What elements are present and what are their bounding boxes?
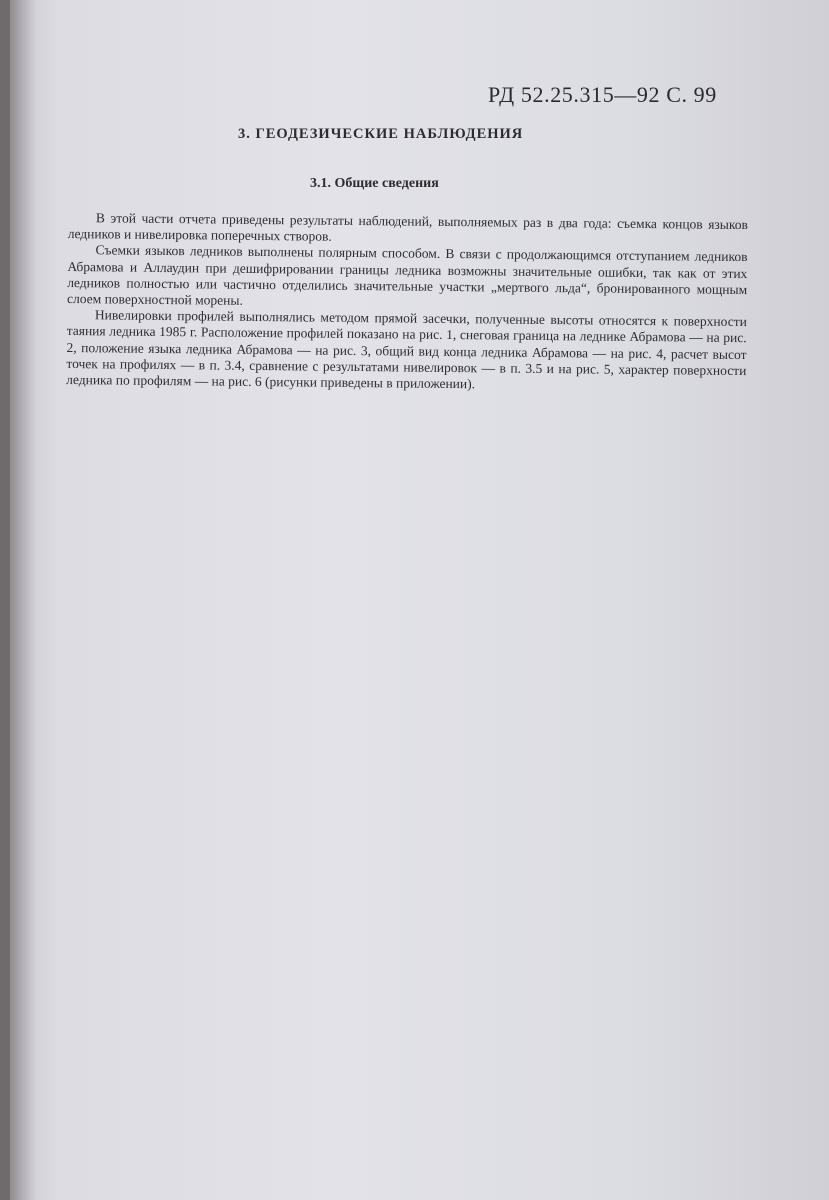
book-spine-shadow bbox=[10, 0, 36, 1200]
paragraph-surveys: Съемки языков ледников выполнены полярным способом. В связи с продолжающимся отступанием ледников Абрамова и Аллаудин при дешифрировании границы ледника возможны значительные ошибки, так как от этих ледников полностью или частично отделились значительные участки „мертвого льда“, бронированного мощным слоем поверхностной морены. bbox=[66, 242, 748, 308]
document-code-header: РД 52.25.315—92 С. 99 bbox=[488, 82, 717, 107]
document-page bbox=[10, 0, 829, 1200]
paragraph-intro: В этой части отчета приведены результаты наблюдений, выполняемых раз в два года: съемка концов языков ледников и нивелировка поперечных створов. bbox=[67, 210, 748, 244]
subsection-title: 3.1. Общие сведения bbox=[310, 176, 439, 191]
paragraph-levelling: Нивелировки профилей выполнялись методом прямой засечки, полученные высоты относятся к поверхности таяния ледника 1985 г. Расположение профилей показано на рис. 1, снеговая граница на леднике Абрамова — на рис. 2, положение языка ледника Абрамова — на рис. 3, общий вид конца ледника Абрамова — на рис. 4, расчет высот точек на профилях — в п. 3.4, сравнение с результатами нивелировок — в п. 3.5 и на рис. 5, характер поверхности ледника по профилям — на рис. 6 (рисунки приведены в приложении). bbox=[66, 307, 747, 392]
section-title: 3. ГЕОДЕЗИЧЕСКИЕ НАБЛЮДЕНИЯ bbox=[238, 126, 524, 142]
body-text bbox=[66, 210, 748, 395]
